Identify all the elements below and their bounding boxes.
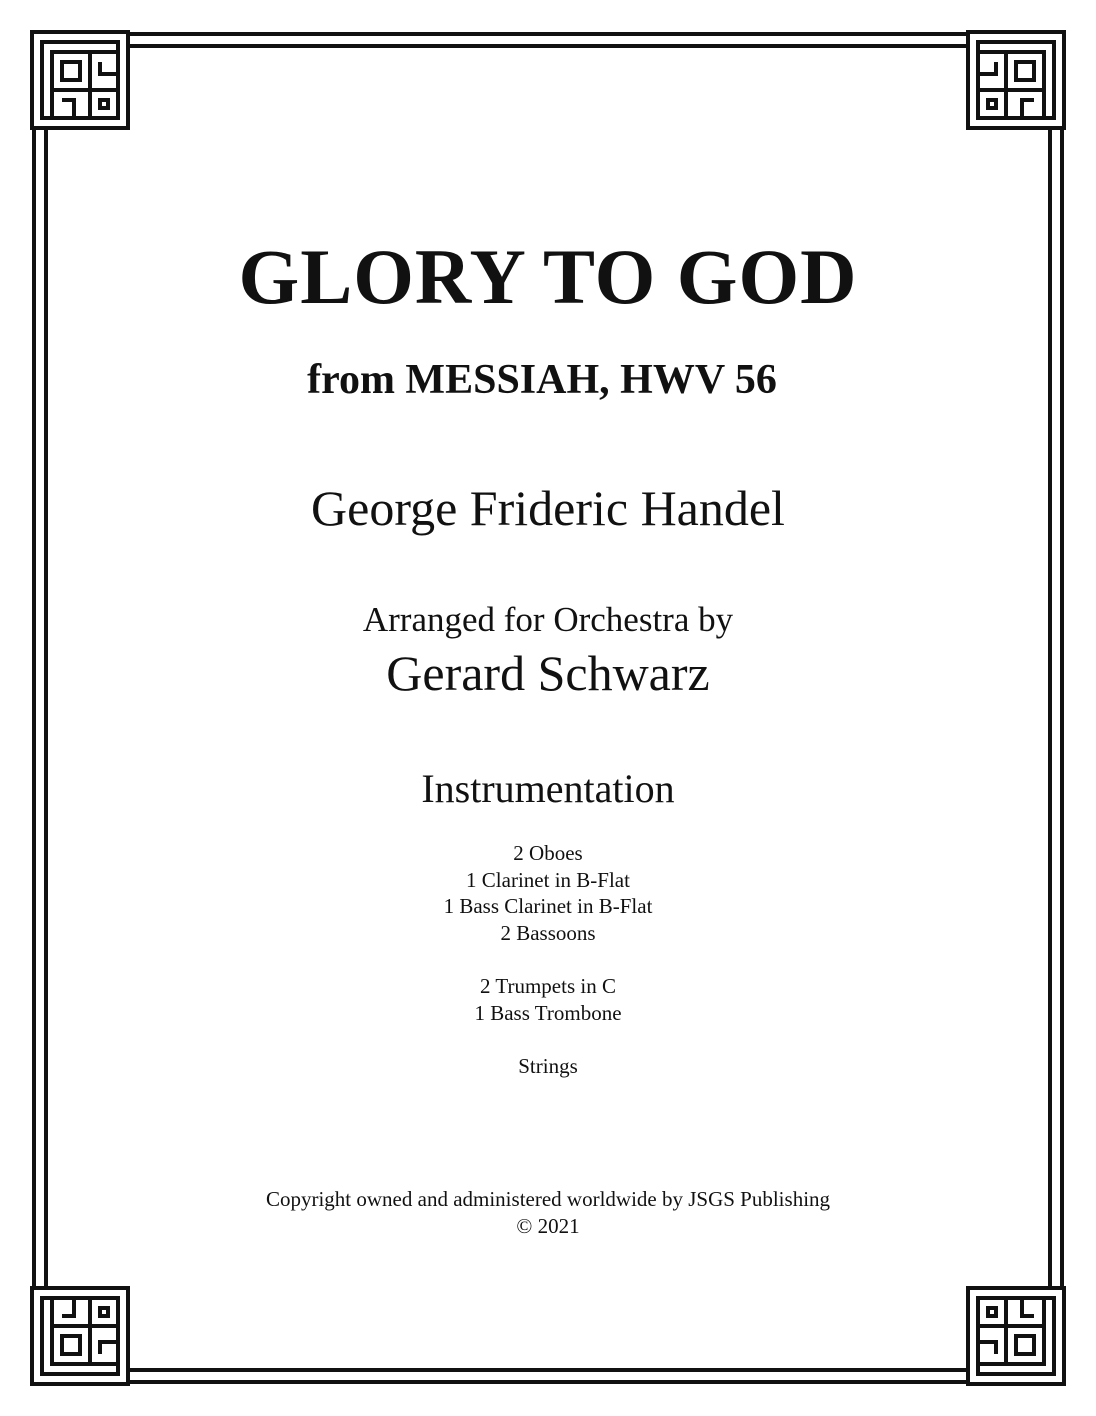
instrument-item: 2 Trumpets in C: [480, 974, 616, 998]
instrument-item: 1 Clarinet in B-Flat: [466, 867, 630, 892]
instrument-item: 2 Oboes: [513, 841, 583, 865]
composer-name: George Frideric Handel: [311, 480, 785, 536]
instrument-item: Strings: [518, 1054, 578, 1078]
instrument-group-brass: [0, 973, 1096, 1026]
instrument-item: 1 Bass Trombone: [474, 1000, 622, 1025]
instrument-group-woodwinds: [0, 840, 1096, 947]
copyright-notice: Copyright owned and administered worldwide by JSGS Publishing: [265, 1187, 831, 1211]
page-title: GLORY TO GOD: [238, 233, 858, 320]
copyright-year: © 2021: [516, 1214, 580, 1238]
instrument-item: 2 Bassoons: [500, 921, 596, 946]
instrumentation-heading: Instrumentation: [421, 766, 675, 811]
subtitle: from MESSIAH, HWV 56: [307, 357, 777, 403]
instrument-group-strings: [0, 1053, 1096, 1080]
arranger-name: Gerard Schwarz: [386, 645, 710, 701]
arranged-by-label: Arranged for Orchestra by: [362, 600, 734, 639]
instrument-item: 1 Bass Clarinet in B-Flat: [443, 894, 653, 919]
